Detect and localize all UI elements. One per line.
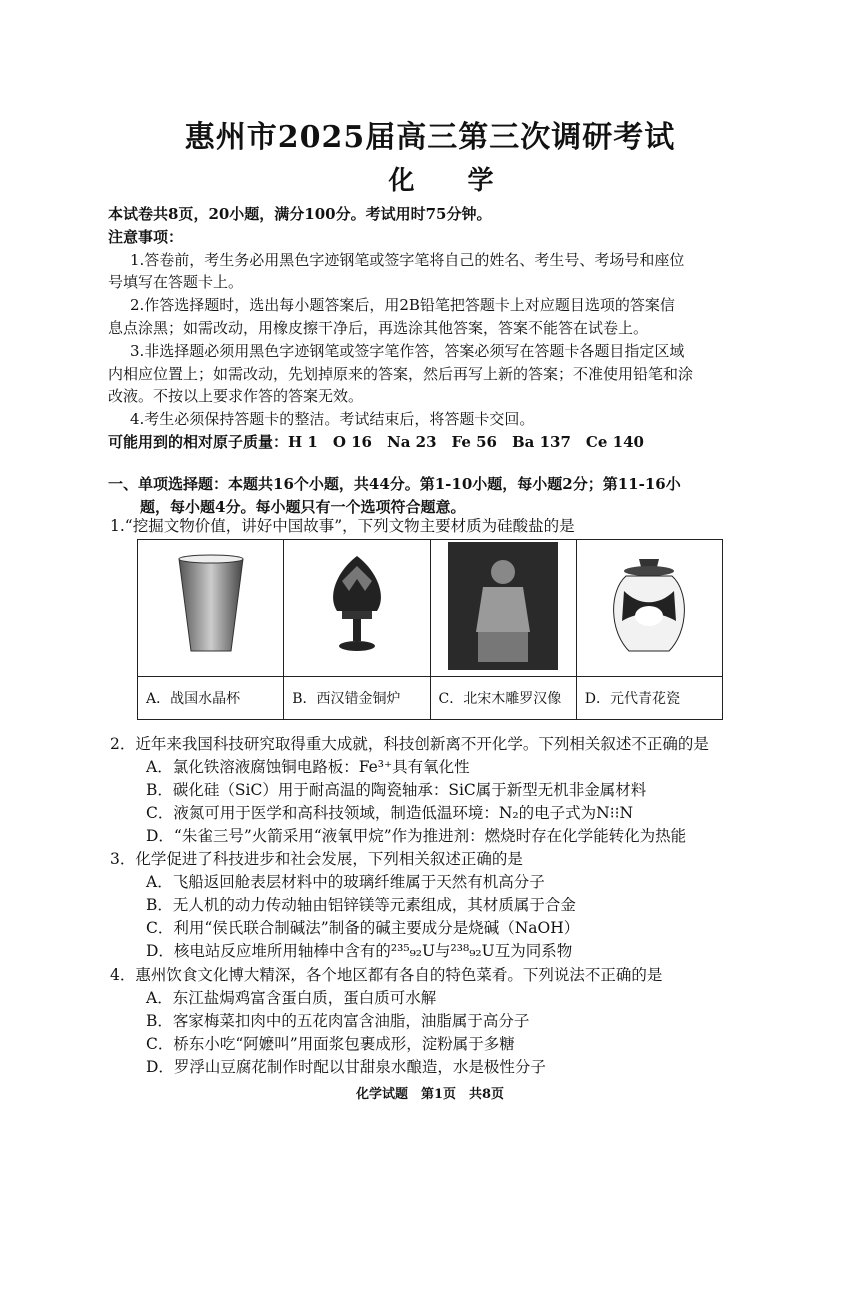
question-3: 3．化学促进了科技进步和社会发展，下列相关叙述正确的是 — [110, 850, 523, 868]
option-d: D．罗浮山豆腐花制作时配以甘甜泉水酿造，水是极性分子 — [146, 1058, 546, 1076]
option-c: C．北宋木雕罗汉像 — [430, 677, 576, 720]
exam-title: 惠州市2025届高三第三次调研考试 — [184, 120, 676, 155]
option-c: C．液氮可用于医学和高科技领域，制造低温环境：N₂的电子式为N⁝⁝N — [146, 804, 634, 822]
question-4: 4．惠州饮食文化博大精深，各个地区都有各自的特色菜肴。下列说法不正确的是 — [110, 966, 663, 984]
option-d: D．核电站反应堆所用轴棒中含有的²³⁵₉₂U与²³⁸₉₂U互为同系物 — [146, 942, 573, 960]
option-b: B．碳化硅（SiC）用于耐高温的陶瓷轴承：SiC属于新型无机非金属材料 — [146, 781, 647, 799]
subject-title: 化 学 — [388, 166, 516, 196]
section-heading-cont: 题，每小题4分。每小题只有一个选项符合题意。 — [140, 498, 466, 516]
page-footer: 化学试题 第1页 共8页 — [355, 1087, 505, 1102]
option-b: B．客家梅菜扣肉中的五花肉富含油脂，油脂属于高分子 — [146, 1012, 530, 1030]
bronze-censer-image — [317, 551, 397, 661]
crystal-cup-image — [171, 551, 251, 661]
blue-white-porcelain-image — [604, 551, 694, 661]
question-1: 1.“挖掘文物价值，讲好中国故事”，下列文物主要材质为硅酸盐的是 — [110, 517, 575, 535]
option-c: C．桥东小吃“阿嬷叫”用面浆包裹成形，淀粉属于多糖 — [146, 1035, 515, 1053]
notice-line: 息点涂黑；如需改动，用橡皮擦干净后，再选涂其他答案，答案不能答在试卷上。 — [108, 319, 649, 337]
option-c: C．利用“侯氏联合制碱法”制备的碱主要成分是烧碱（NaOH） — [146, 919, 580, 937]
relic-image-cell — [430, 540, 576, 677]
relic-image-cell — [576, 540, 722, 677]
notice-line: 内相应位置上；如需改动，先划掉原来的答案，然后再写上新的答案；不准使用铅笔和涂 — [108, 365, 694, 383]
notice-line: 3.非选择题必须用黑色字迹钢笔或签字笔作答，答案必须写在答题卡各题目指定区域 — [130, 342, 685, 360]
option-d: D．元代青花瓷 — [576, 677, 722, 720]
notice-line: 4.考生必须保持答题卡的整洁。考试结束后，将答题卡交回。 — [130, 410, 535, 428]
notice-title: 注意事项： — [108, 228, 184, 246]
option-a: A．战国水晶杯 — [138, 677, 284, 720]
relic-image-cell — [138, 540, 284, 677]
question-2: 2．近年来我国科技研究取得重大成就，科技创新离不开化学。下列相关叙述不正确的是 — [110, 735, 709, 753]
option-a: A．飞船返回舱表层材料中的玻璃纤维属于天然有机高分子 — [146, 873, 545, 891]
option-a: A．氯化铁溶液腐蚀铜电路板：Fe³⁺具有氧化性 — [146, 758, 470, 776]
option-a: A．东江盐焗鸡富含蛋白质，蛋白质可水解 — [146, 989, 437, 1007]
exam-intro: 本试卷共8页，20小题，满分100分。考试用时75分钟。 — [108, 205, 492, 223]
notice-line: 改液。不按以上要求作答的答案无效。 — [108, 387, 364, 405]
notice-line: 1.答卷前，考生务必用黑色字迹钢笔或签字笔将自己的姓名、考生号、考场号和座位 — [130, 251, 685, 269]
wooden-arhat-image — [448, 542, 558, 670]
option-b: B．无人机的动力传动轴由铝锌镁等元素组成，其材质属于合金 — [146, 896, 576, 914]
notice-line: 号填写在答题卡上。 — [108, 273, 244, 291]
option-d: D．“朱雀三号”火箭采用“液氧甲烷”作为推进剂：燃烧时存在化学能转化为热能 — [146, 827, 687, 845]
atomic-mass-line: 可能用到的相对原子质量：H 1 O 16 Na 23 Fe 56 Ba 137 Ce 140 — [108, 433, 644, 451]
relic-table — [137, 539, 723, 720]
section-heading: 一、单项选择题：本题共16个小题，共44分。第1-10小题，每小题2分；第11-16小 — [108, 475, 681, 493]
notice-line: 2.作答选择题时，选出每小题答案后，用2B铅笔把答题卡上对应题目选项的答案信 — [130, 296, 675, 314]
option-b: B．西汉错金铜炉 — [284, 677, 430, 720]
relic-image-cell — [284, 540, 430, 677]
